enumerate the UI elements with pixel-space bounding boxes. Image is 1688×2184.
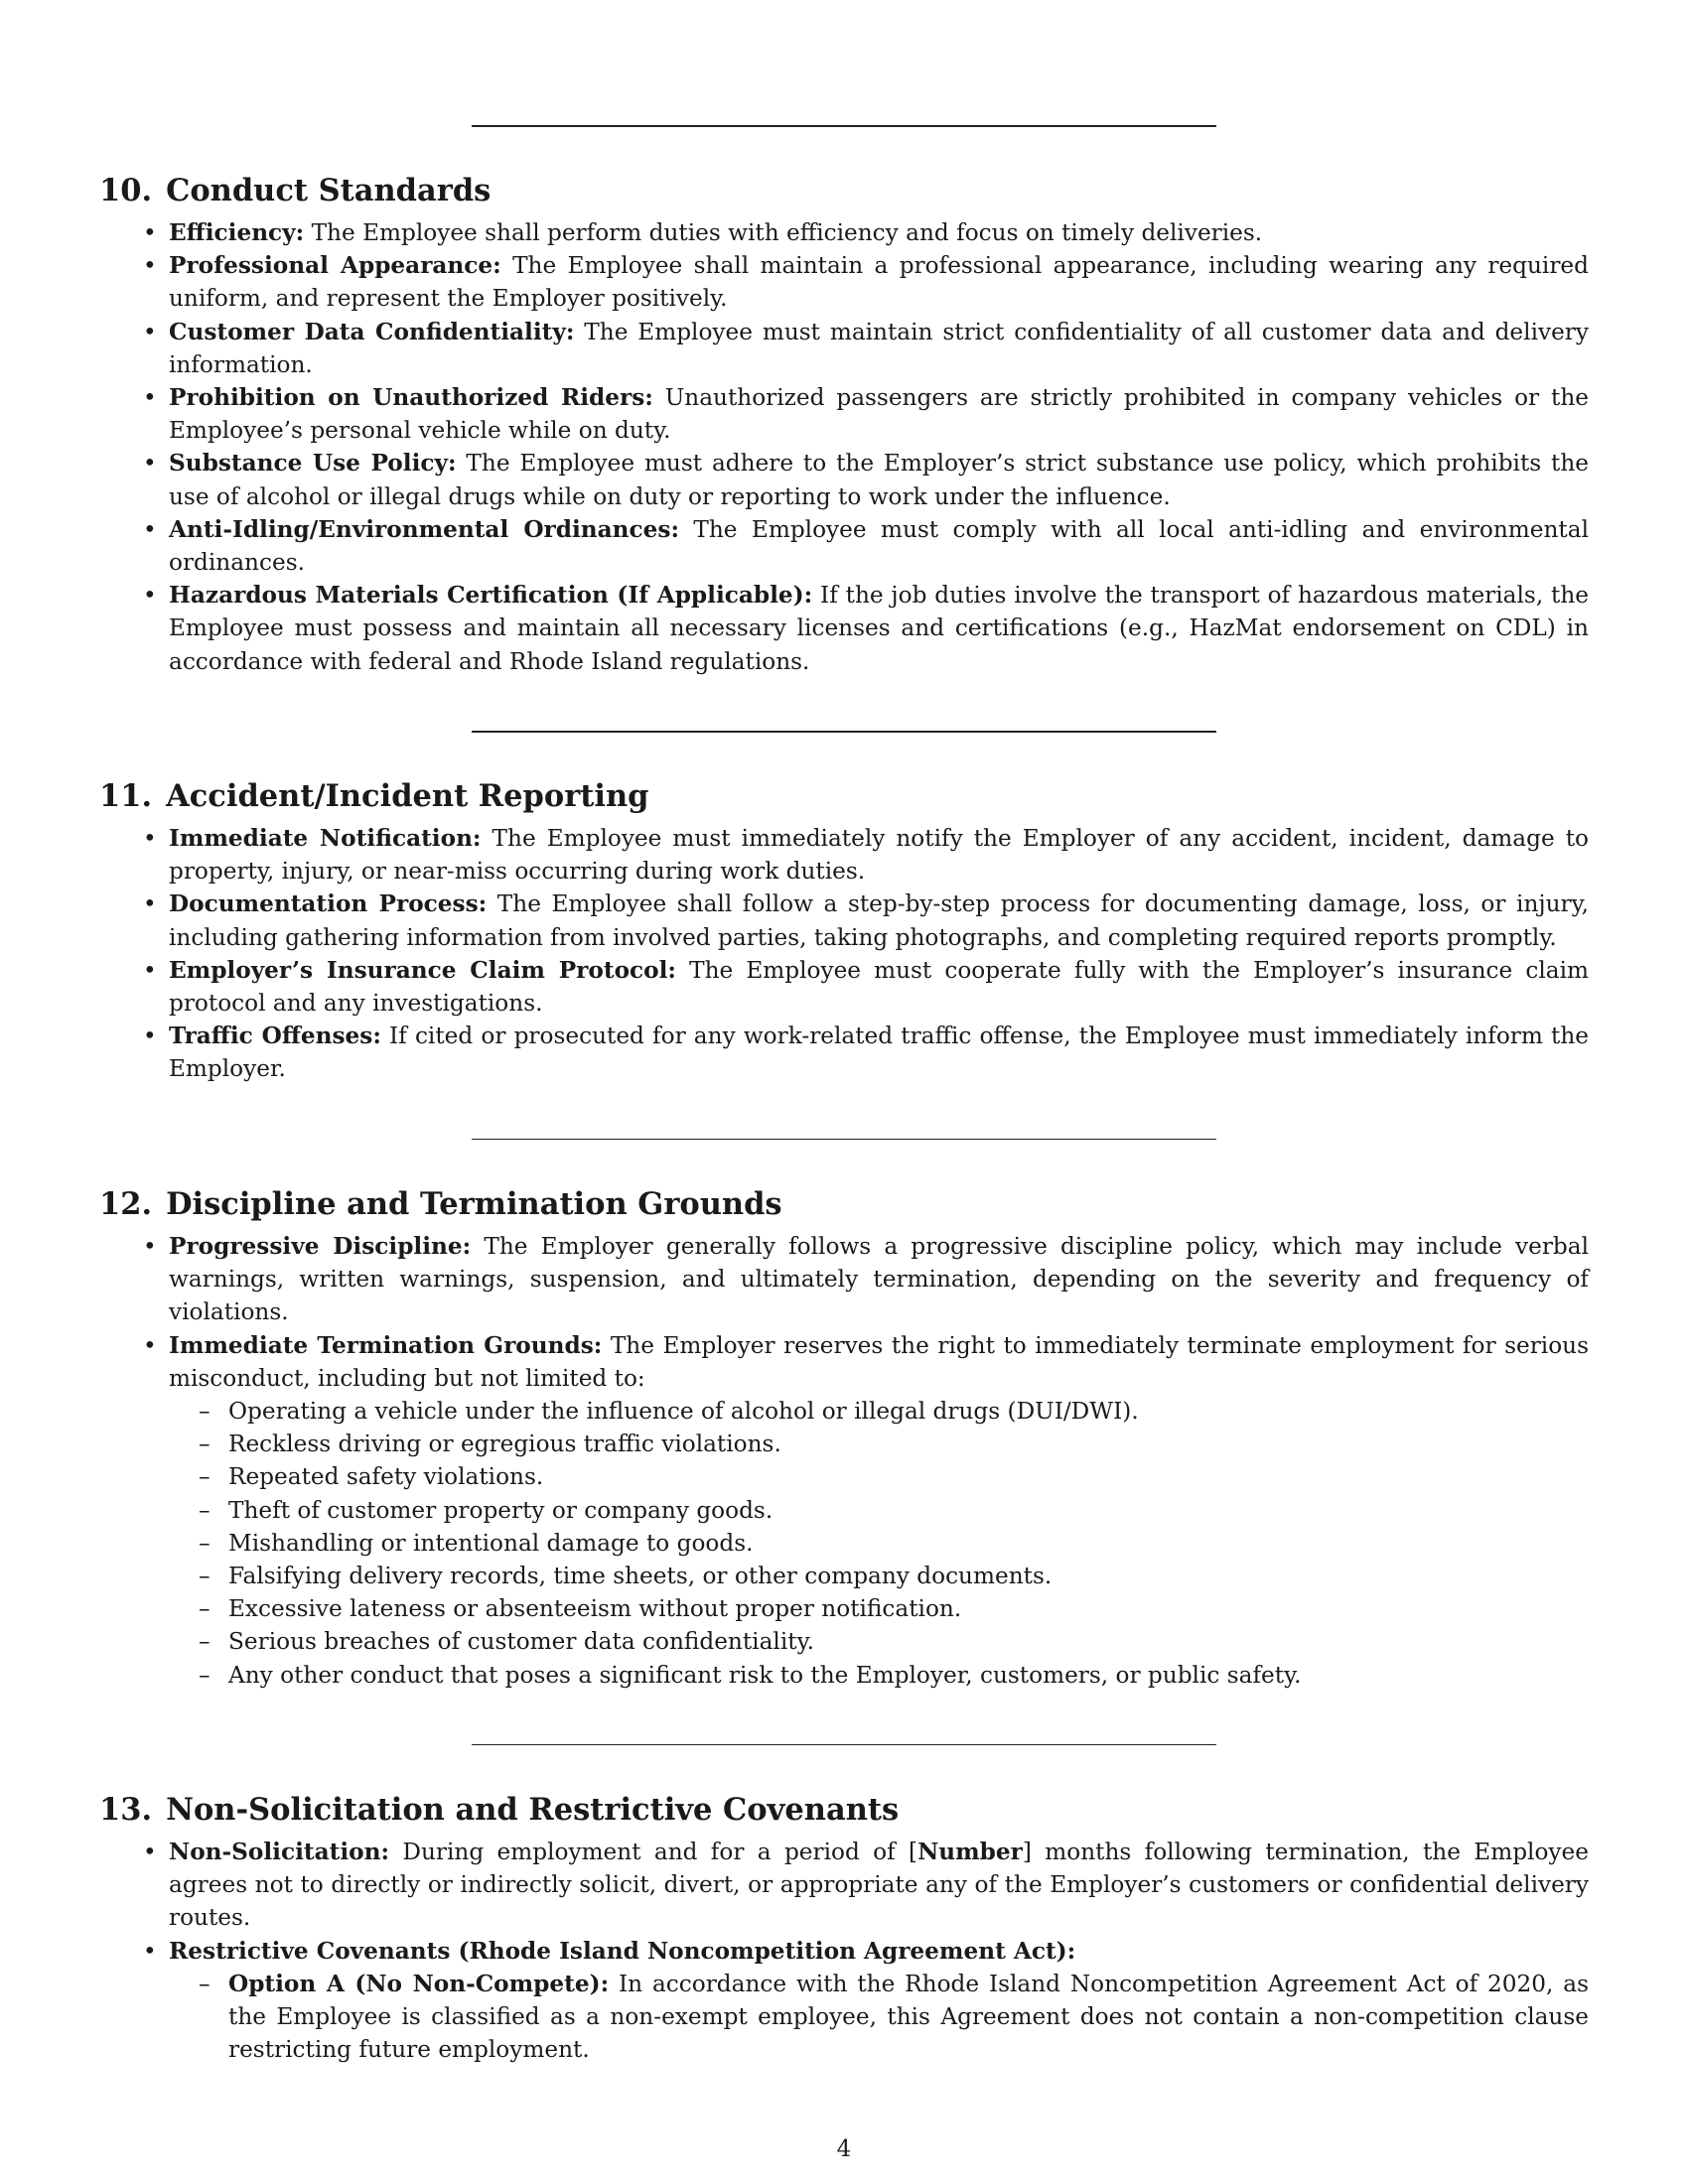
sub-list-item: – Serious breaches of customer data confidentiality.	[228, 1625, 1589, 1658]
sub-list-item: – Any other conduct that poses a significant risk to the Employer, customers, or public safety.	[228, 1659, 1589, 1692]
section-number: 11.	[99, 778, 153, 814]
item-text: The Employer generally follows a progressive discipline policy, which may include verbal warnings, written warnings, suspension, and ultimately termination, depending on the severity and frequency of violations.	[169, 1233, 1589, 1326]
placeholder-close: ]	[1022, 1839, 1032, 1865]
placeholder-open: [	[909, 1839, 918, 1865]
item-term: Documentation Process:	[169, 890, 488, 918]
item-term: Customer Data Confidentiality:	[169, 318, 575, 345]
section-heading	[99, 171, 1589, 210]
item-term: Traffic Offenses:	[169, 1023, 381, 1050]
list-item	[169, 1935, 1589, 2067]
item-term: Progressive Discipline:	[169, 1233, 472, 1260]
item-text: Unauthorized passengers are strictly prohibited in company vehicles or the Employee’s personal vehicle while on duty.	[169, 384, 1589, 445]
list-item	[169, 1230, 1589, 1329]
item-term: Option A (No Non-Compete):	[228, 1970, 610, 1997]
list-item	[169, 887, 1589, 953]
item-text: If the job duties involve the transport of hazardous materials, the Employee must possess and maintain all necessary licenses and certifications (e.g., HazMat endorsement on CDL) in accordance with federal and Rhode Island regulations.	[169, 582, 1589, 675]
placeholder-number: Number	[917, 1839, 1023, 1865]
sub-list-item: – Mishandling or intentional damage to goods.	[228, 1527, 1589, 1560]
section-conduct-standards	[99, 171, 1589, 678]
bullet-list	[99, 216, 1589, 678]
section-number: 13.	[99, 1792, 153, 1828]
item-text: The Employee shall follow a step-by-step process for documenting damage, loss, or injury, including gathering information from involved parties, taking photographs, and completing required reports promptly.	[169, 890, 1589, 951]
item-term: Employer’s Insurance Claim Protocol:	[169, 956, 676, 984]
section-title: Conduct Standards	[166, 173, 492, 208]
bullet-list	[99, 1836, 1589, 2066]
section-title: Discipline and Termination Grounds	[166, 1186, 782, 1222]
item-term: Substance Use Policy:	[169, 450, 457, 478]
page-number: 4	[836, 2136, 852, 2162]
item-term: Non-Solicitation:	[169, 1839, 390, 1865]
section-number: 12.	[99, 1186, 153, 1222]
sub-list-item: – Excessive lateness or absenteeism without proper notification.	[228, 1592, 1589, 1625]
item-text: The Employee must immediately notify the Employer of any accident, incident, damage to property, injury, or near-miss occurring during work duties.	[169, 825, 1589, 886]
sub-list-item: – Operating a vehicle under the influence of alcohol or illegal drugs (DUI/DWI).	[228, 1395, 1589, 1428]
item-text: The Employee must comply with all local anti-idling and environmental ordinances.	[169, 515, 1589, 577]
list-item	[169, 1836, 1589, 1935]
item-term: Immediate Notification:	[169, 825, 482, 852]
item-term: Efficiency:	[169, 219, 305, 246]
section-accident-reporting	[99, 776, 1589, 1086]
list-item	[169, 447, 1589, 512]
sub-list	[169, 1968, 1589, 2067]
sub-list-item	[228, 1968, 1589, 2067]
section-divider	[472, 1139, 1216, 1140]
list-item	[169, 954, 1589, 1020]
section-title: Accident/Incident Reporting	[166, 778, 649, 814]
item-text: The Employee must cooperate fully with the Employer’s insurance claim protocol and any investigations.	[169, 956, 1589, 1018]
item-text: The Employer reserves the right to immediately terminate employment for serious misconduct, including but not limited to:	[169, 1331, 1590, 1392]
sub-list-item: – Reckless driving or egregious traffic violations.	[228, 1428, 1589, 1460]
sub-list-item: – Repeated safety violations.	[228, 1460, 1589, 1493]
list-item	[169, 381, 1589, 447]
list-item	[169, 513, 1589, 579]
list-item	[169, 579, 1589, 678]
section-heading	[99, 1184, 1589, 1224]
section-non-solicitation	[99, 1790, 1589, 2066]
section-heading	[99, 776, 1589, 816]
sub-list-item: – Theft of customer property or company goods.	[228, 1494, 1589, 1527]
item-term: Hazardous Materials Certification (If Applicable):	[169, 582, 813, 610]
item-term: Prohibition on Unauthorized Riders:	[169, 384, 653, 412]
item-term: Restrictive Covenants (Rhode Island Noncompetition Agreement Act):	[169, 1937, 1076, 1965]
item-text: The Employee must adhere to the Employer’s strict substance use policy, which prohibits the use of alcohol or illegal drugs while on duty or reporting to work under the influence.	[169, 450, 1590, 510]
list-item	[169, 316, 1589, 381]
section-divider	[472, 731, 1216, 733]
item-term: Professional Appearance:	[169, 252, 501, 280]
item-text: The Employee must maintain strict confidentiality of all customer data and delivery information.	[169, 318, 1589, 378]
section-divider	[472, 1744, 1216, 1745]
list-item	[169, 216, 1589, 249]
item-term: Immediate Termination Grounds:	[169, 1331, 603, 1359]
list-item	[169, 1329, 1589, 1692]
list-item	[169, 249, 1589, 315]
sub-list-item: – Falsifying delivery records, time sheets, or other company documents.	[228, 1560, 1589, 1592]
section-number: 10.	[99, 173, 153, 208]
section-heading	[99, 1790, 1589, 1830]
item-text: In accordance with the Rhode Island Noncompetition Agreement Act of 2020, as the Employee is classified as a non-exempt employee, this Agreement does not contain a non-competition clause restricting future employment.	[228, 1970, 1590, 2064]
bullet-list	[99, 822, 1589, 1086]
sub-list	[169, 1395, 1589, 1692]
item-text: If cited or prosecuted for any work-related traffic offense, the Employee must immediately inform the Employer.	[169, 1023, 1589, 1083]
item-term: Anti-Idling/Environmental Ordinances:	[169, 515, 680, 543]
section-discipline-termination	[99, 1184, 1589, 1692]
section-title: Non-Solicitation and Restrictive Covenants	[166, 1792, 900, 1828]
item-text: The Employee shall maintain a professional appearance, including wearing any required uniform, and represent the Employer positively.	[169, 252, 1589, 313]
item-text: During employment and for a period of	[402, 1839, 896, 1865]
list-item	[169, 1020, 1589, 1085]
item-text: months following termination, the Employee agrees not to directly or indirectly solicit, divert, or appropriate any of the Employer’s customers or confidential delivery routes.	[169, 1839, 1589, 1932]
section-divider	[472, 125, 1216, 127]
list-item	[169, 822, 1589, 887]
item-text: The Employee shall perform duties with efficiency and focus on timely deliveries.	[311, 219, 1263, 246]
bullet-list	[99, 1230, 1589, 1692]
